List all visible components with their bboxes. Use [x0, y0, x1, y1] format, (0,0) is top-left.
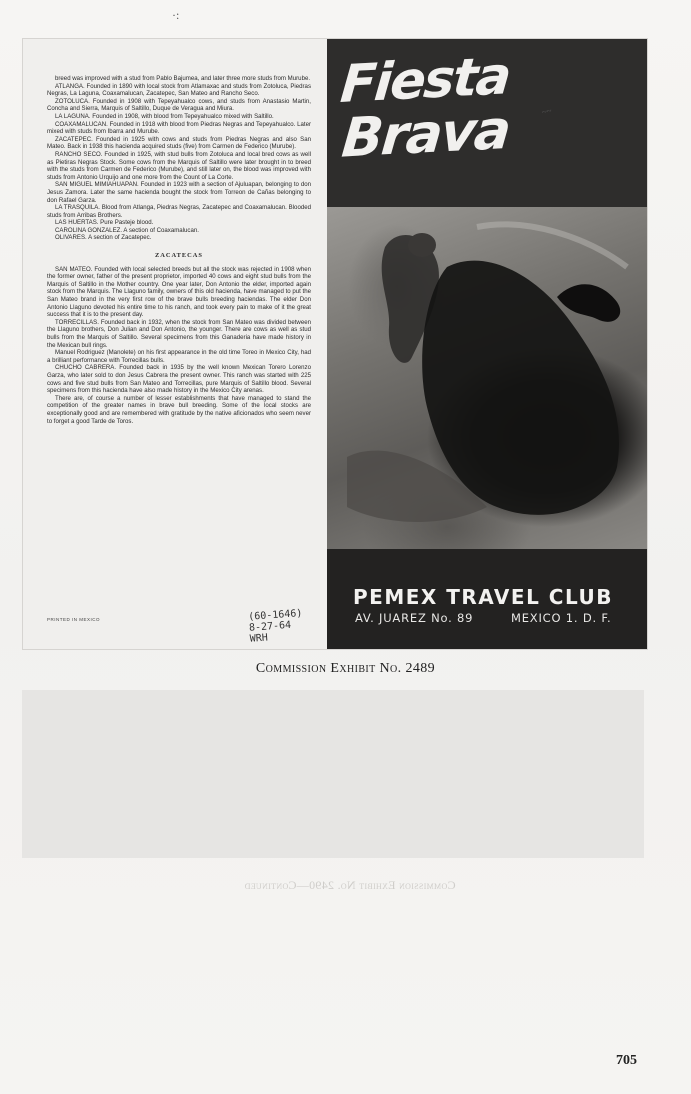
cover-title-block — [327, 39, 647, 207]
paragraph: breed was improved with a stud from Pablo Bajumea, and later three more studs from Murube. — [55, 75, 311, 82]
paragraph: CHUCHO CABRERA. Founded back in 1935 by the well known Mexican Torero Lorenzo Garza, who later sold to don Jesus Cabrera the present owner. This ranch was started with 225 cows and five stud bulls from San Mateo and Torrecillas, pure Marquis of Saltillo blood. Several specimens from this hacienda have also made history in the Mexico City arenas. — [47, 364, 311, 395]
bleed-through-area — [22, 690, 644, 858]
paragraph: RANCHO SECO. Founded in 1925, with stud bulls from Zotoluca and local bred cows as well as Pietiras Negras Stock. Some cows from the Marquis of Saltillo were later brought in to breed with the studs from Carmen de Federico (Murube), and still later on, the blood was improved with studs from Antonio Urquijo and one more from the Count of La Corte. — [47, 150, 311, 181]
cover-title — [334, 46, 535, 170]
section-heading: ZACATECAS — [155, 252, 203, 260]
club-address: AV. JUAREZ No. 89 — [355, 611, 474, 625]
brochure-text-panel — [23, 39, 327, 649]
brochure-cover — [327, 39, 647, 649]
handwritten-annotation — [248, 606, 330, 645]
exhibit-caption: Commission Exhibit No. 2489 — [255, 661, 436, 676]
cover-title-line: Fiesta — [338, 46, 512, 115]
faint-scribble: ~~ — [540, 105, 553, 118]
bullfight-photo-illustration — [327, 207, 647, 549]
paragraph: OLIVARES. A section of Zacatepec. — [55, 234, 152, 242]
paragraph: COAXAMALUCAN. Founded in 1918 with blood from Piedras Negras and Tepeyahualco. Later mixed with studs from Ibarra and Murube. — [47, 120, 311, 136]
paragraph: CAROLINA GONZALEZ. A section of Coaxamalucan. — [55, 226, 199, 234]
paragraph: TORRECILLAS. Founded back in 1932, when the stock from San Mateo was divided between the Llaguno brothers, Don Julian and Don Antonio, the younger. There are cows as well as stud bulls from the Marquis of Saltillo. Several specimens from this Ganaderia have made history in the Mexican bull rings. — [47, 318, 311, 349]
paragraph: LA LAGUNA. Founded in 1908, with blood from Tepeyahualco mixed with Saltillo. — [55, 112, 274, 120]
club-city: MEXICO 1. D. F. — [511, 611, 612, 625]
handwritten-line: (60-1646) — [247, 608, 303, 623]
paragraph: ZOTOLUCA. Founded in 1908 with Tepeyahualco cows, and studs from Anastasio Martin, Concha and Sierra, Marquis of Saltillo, Duque de Veragua and Miura. — [47, 97, 311, 113]
brochure-scan — [22, 38, 648, 650]
text-column — [47, 75, 311, 425]
paragraph: ZACATEPEC. Founded in 1925 with cows and studs from Piedras Negras and also San Mateo. Back in 1938 this hacienda acquired studs (five) from Carmen de Federico (Murube). — [47, 135, 311, 151]
dust-specks: ·: — [172, 8, 180, 22]
bleed-through-caption: Commission Exhibit No. 2490—Continued — [244, 878, 456, 892]
handwritten-line: 8-27-64 — [248, 619, 292, 634]
printer-mark: PRINTED IN MEXICO — [47, 617, 101, 622]
page-number: 705 — [616, 1053, 637, 1068]
handwritten-line: WRH — [249, 632, 269, 645]
club-info-block — [327, 549, 647, 649]
paragraph: Manuel Rodriguez (Manolete) on his first appearance in the old time Toreo in Mexico City, had a brilliant performance with Torrecillas bulls. — [47, 349, 311, 364]
paragraph: LAS HUERTAS. Pure Pasteje blood. — [55, 219, 154, 227]
paragraph: There are, of course a number of lesser establishments that have managed to stand the competition of the greater names in brave bull breeding. Some of the local stocks are exceptionally good and are remembered with gratitude by the native aficionados who seem never to forget a good Tarde de Toros. — [47, 394, 311, 425]
paragraph: SAN MIGUEL MIMIAHUAPAN. Founded in 1923 with a section of Ajuluapan, belonging to don Jesus Zamora. Later the same hacienda bought the stock from Torreon de Cañas belonging to don Rafael Garza. — [47, 181, 311, 204]
paragraph: ATLANGA. Founded in 1890 with local stock from Atlamaxac and studs from Zotoluca, Piedras Negras, La Laguna, Coaxamalucan, Zacatepec, San Mateo and Rancho Seco. — [47, 82, 311, 98]
paragraph: SAN MATEO. Founded with local selected breeds but all the stock was rejected in 1908 when the former owner, father of the present proprietor, imported 40 cows and eight stud bulls from the Marquis of Saltillo in the Mother country. One year later, Don Antonio the elder, imported again stock from the Marquis. The Llaguno family, owners of this old hacienda, have managed to put the San Mateo brand in the very first row of the brave bulls breeding haciendas. The elder Don Antonio Llaguno devoted his entire time to his ranch, and took every pain to make of it the great success that it is to the present day. — [47, 265, 311, 319]
club-name: PEMEX TRAVEL CLUB — [353, 585, 613, 609]
paragraph: LA TRASQUILA. Blood from Atlanga, Piedras Negras, Zacatepec and Coaxamalucan. Blooded studs from Arribas Brothers. — [47, 204, 311, 219]
bullfight-photo — [327, 207, 647, 549]
cover-title-line: Brava — [339, 97, 512, 170]
